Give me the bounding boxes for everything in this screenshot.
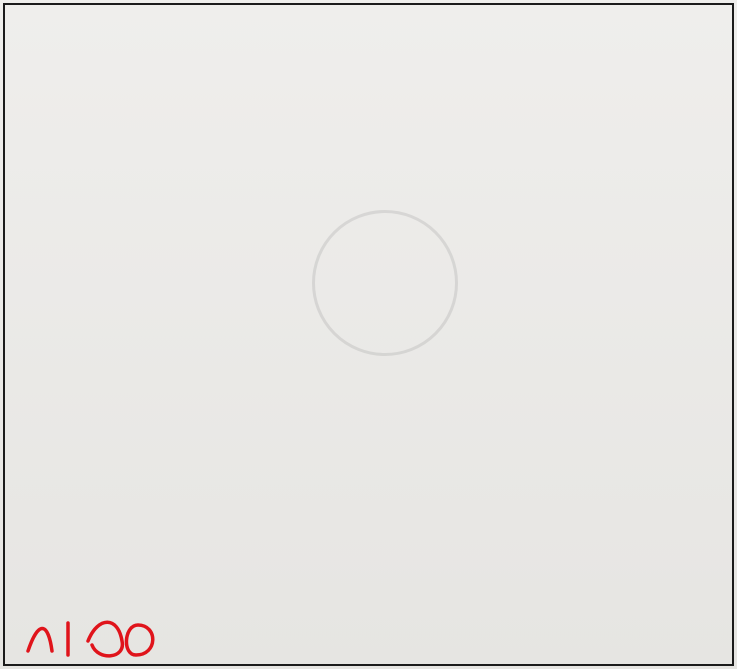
notice-body [12,40,725,600]
notice-footer [12,633,725,659]
handwritten-mark-icon [18,611,168,663]
notice-title [12,8,725,38]
faded-stamp-icon [312,210,458,356]
